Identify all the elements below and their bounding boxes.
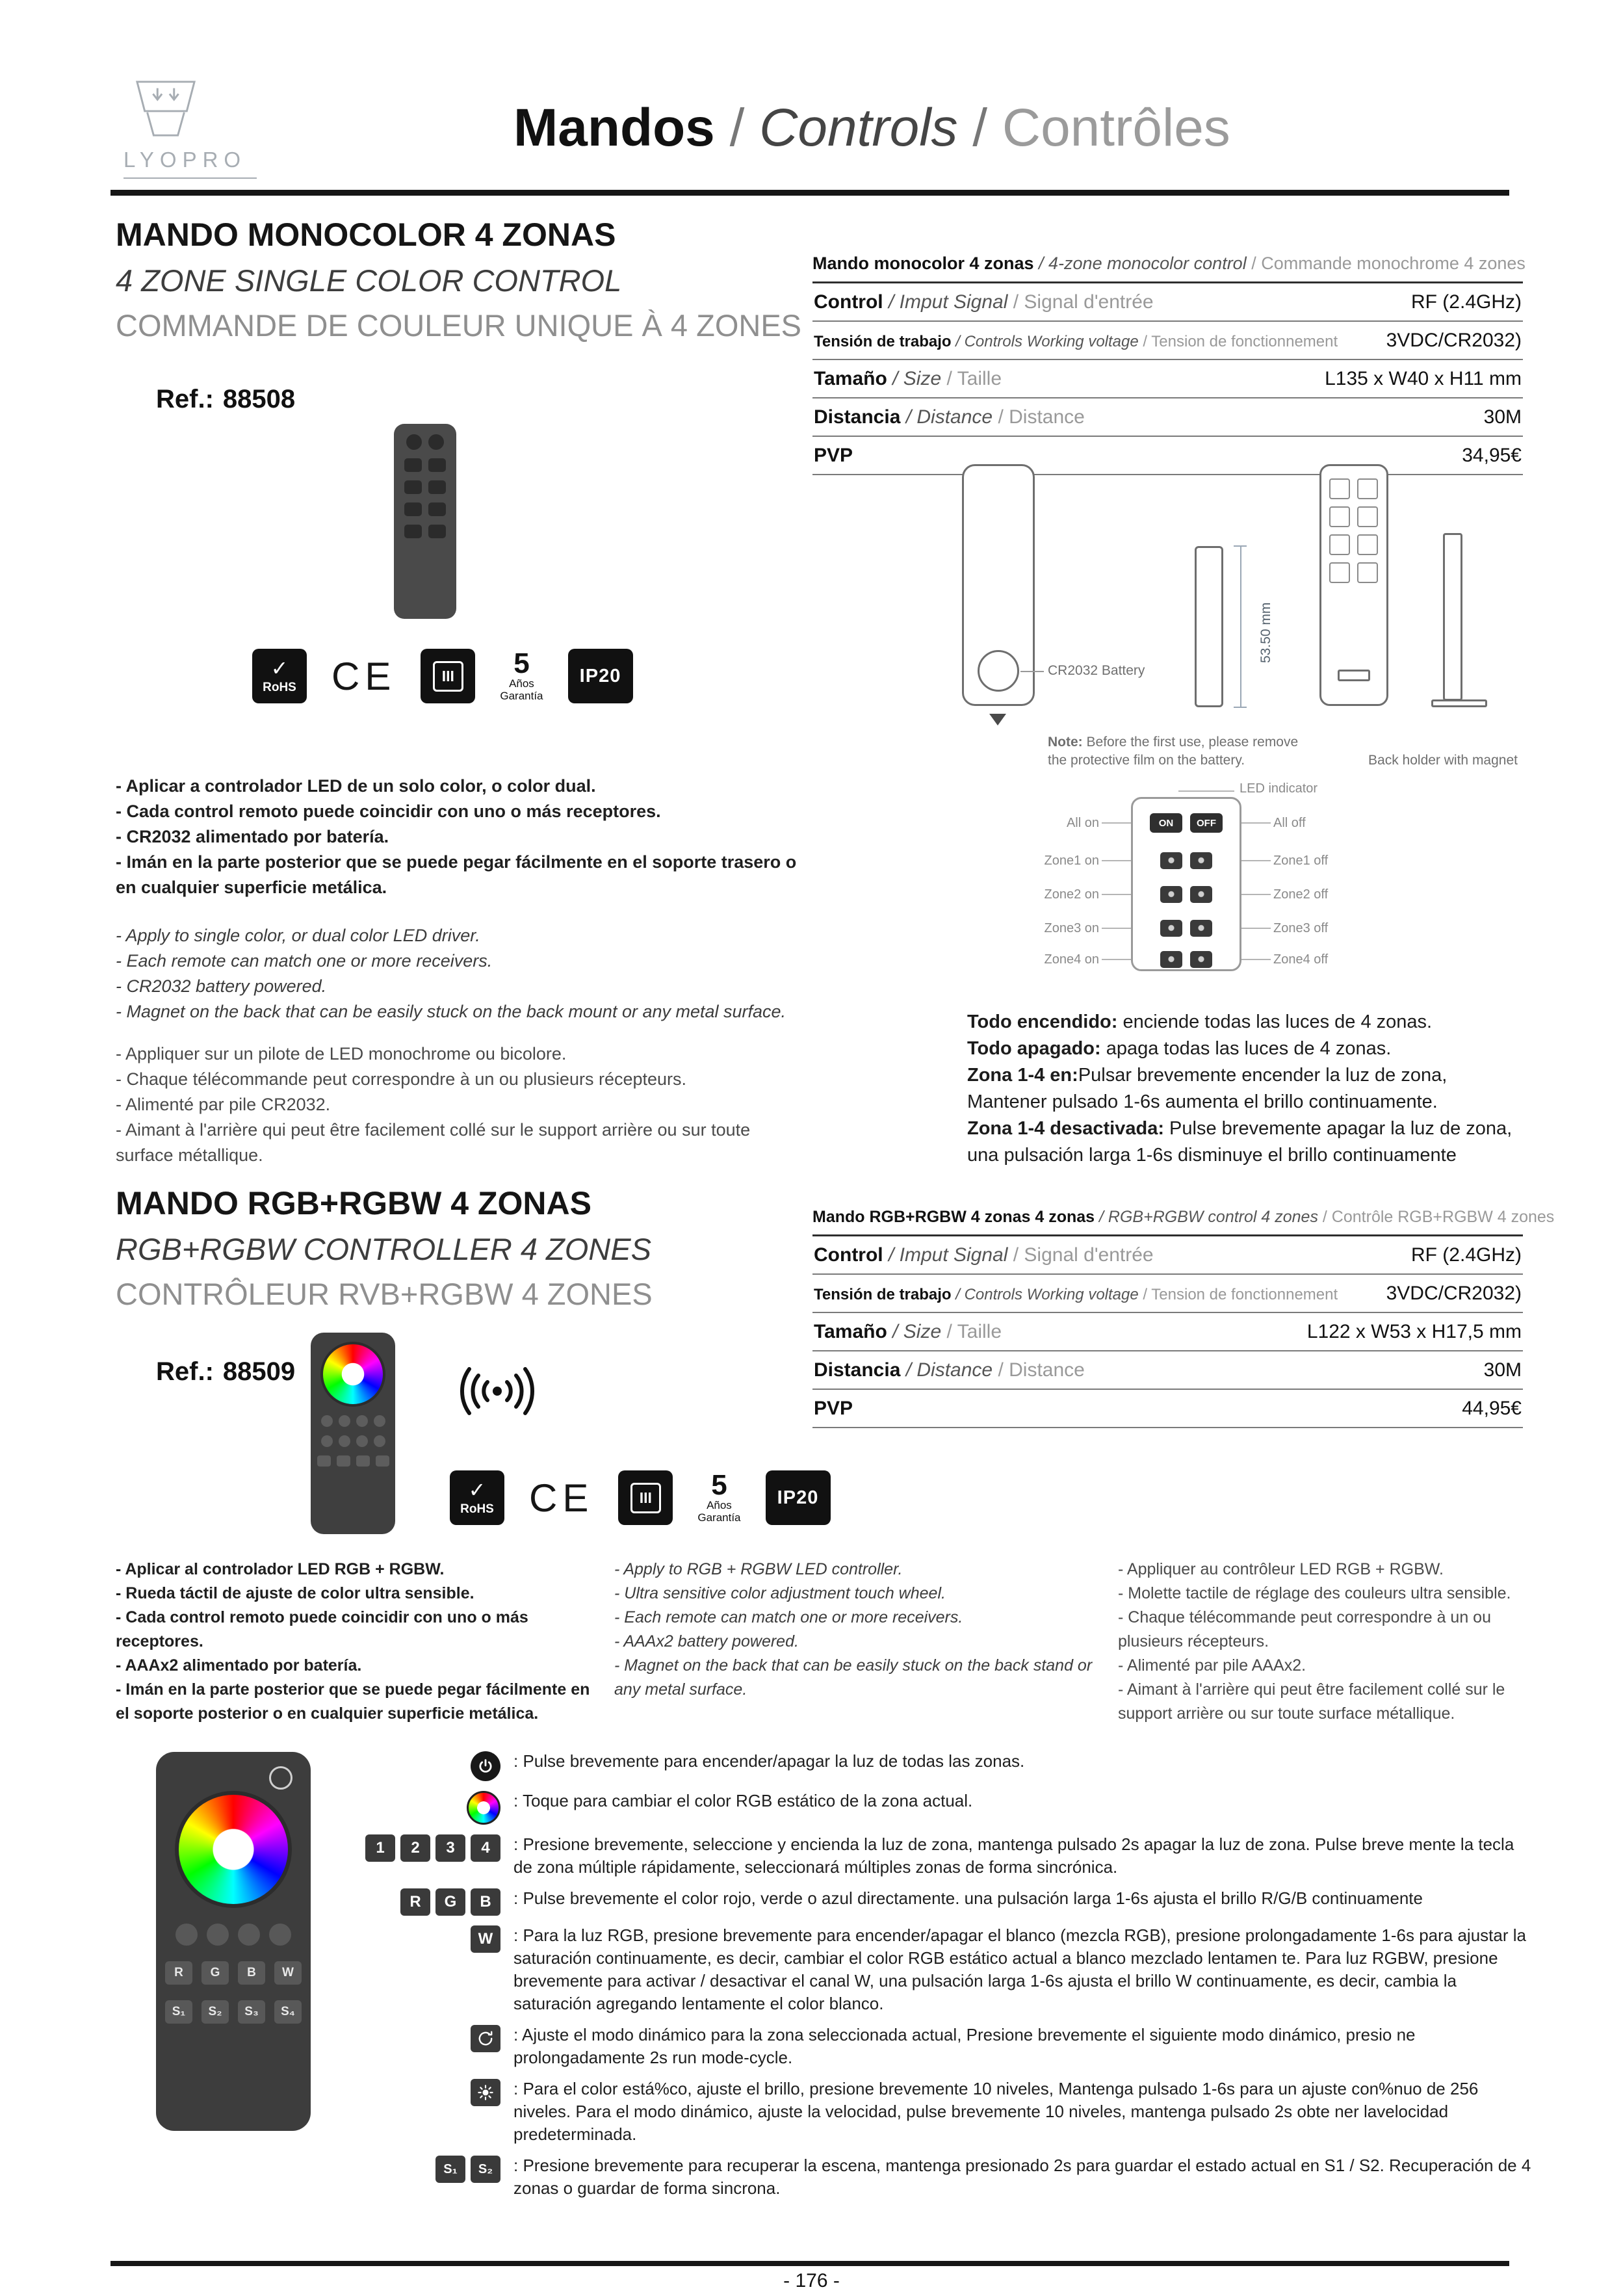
product2-certifications: [450, 1470, 831, 1525]
product1-title: [116, 216, 801, 343]
power-icon: [471, 1751, 500, 1781]
ip20-icon: IP20: [766, 1470, 831, 1525]
zone1-on-button: [1160, 852, 1182, 869]
holder-base: [1431, 699, 1487, 707]
spec-row-voltage: Tensión de trabajo / Controls Working voltage / Tension de fonctionnement 3VDC/CR2032): [812, 320, 1523, 359]
product1-technical-drawing: [929, 455, 1524, 774]
spec-row-price: PVP 34,95€: [812, 436, 1523, 475]
zone-key-2: 2: [400, 1834, 430, 1862]
bullet-item: - Each remote can match one or more receivers.: [116, 951, 493, 971]
product1-ref: [156, 385, 295, 414]
back-holder: [1443, 533, 1462, 701]
bullet-item: - AAAx2 alimentado por batería.: [116, 1656, 362, 1675]
product2-ref: [156, 1357, 295, 1387]
bullet-item: - Imán en la parte posterior que se puede pegar fácilmente en el soporte trasero o en cualquier superficie metálica.: [116, 852, 797, 897]
rohs-icon: ✓ RoHS: [450, 1470, 504, 1525]
remote-off-button: [428, 434, 444, 450]
class-iii-icon: III: [421, 649, 475, 703]
bullet-item: - Magnet on the back that can be easily stuck on the back stand or any metal surface.: [614, 1656, 1093, 1699]
side-view: [1195, 546, 1223, 707]
note-line: Zona 1-4 desactivada: Pulse brevemente apagar la luz de zona, una pulsación larga 1-6s disminuye el brillo continuamente: [967, 1118, 1513, 1166]
zone-key-4: 4: [471, 1834, 500, 1862]
bullet-item: - AAAx2 battery powered.: [614, 1632, 799, 1650]
led-leader-line: [1178, 790, 1234, 792]
function-rgb-keys: R G B : Pulse brevemente el color rojo, verde o azul directamente. una pulsación larga 1-6s ajusta el brillo R/G/B continuamente: [305, 1887, 1534, 1916]
note-line: Zona 1-4 en:Pulsar brevemente encender la luz de zona, Mantener pulsado 1-6s aumenta el brillo continuamente.: [967, 1065, 1448, 1112]
ip20-icon: IP20: [568, 649, 633, 703]
function-scene-keys: S₁ S₂ : Presione brevemente para recuperar la escena, mantenga presionado 2s para guardar el estado actual en S1 / S2. Recuperación de 4 zonas o guardar de forma sincrona.: [305, 2154, 1534, 2200]
bullet-item: - Magnet on the back that can be easily stuck on the back mount or any metal surface.: [116, 1002, 786, 1021]
product2-remote-image: [311, 1333, 395, 1534]
footer-rule: [110, 2261, 1509, 2266]
all-on-off-row: All on ON OFF All off: [1004, 811, 1368, 835]
product1-spec-table: [812, 254, 1526, 475]
product1-operation-notes: [967, 1009, 1526, 1169]
mode-button: [175, 1924, 198, 1946]
zone1-row: Zone1 on Zone1 off: [1004, 849, 1368, 872]
ce-icon: CE: [331, 654, 396, 698]
ref-label: Ref.:: [156, 385, 214, 413]
bullet-item: - Aimant à l'arrière qui peut être facilement collé sur le support arrière ou sur toute surface métallique.: [116, 1120, 751, 1165]
spec-row-distance: Distancia / Distance / Distance 30M: [812, 1350, 1523, 1389]
color-wheel-icon: [467, 1791, 500, 1825]
bullet-item: - Aplicar a controlador LED de un solo color, o color dual.: [116, 776, 596, 796]
product1-remote-image: [394, 424, 456, 619]
bullet-item: - Molette tactile de réglage des couleurs ultra sensible.: [1118, 1584, 1511, 1602]
bullet-item: - Alimenté par pile AAAx2.: [1118, 1656, 1306, 1675]
bullet-item: - Each remote can match one or more receivers.: [614, 1608, 963, 1626]
zone-key-1: 1: [365, 1834, 395, 1862]
b-key: B: [238, 1961, 265, 1985]
zone2-on-button: [1160, 886, 1182, 903]
bullet-item: - Cada control remoto puede coincidir con uno o más receptores.: [116, 802, 661, 821]
w-key: W: [274, 1961, 302, 1985]
color-wheel: [320, 1342, 385, 1407]
remote-on-button: [406, 434, 422, 450]
brand-logo: [123, 77, 257, 179]
zone4-row: Zone4 on Zone4 off: [1004, 948, 1368, 971]
spec-row-voltage: Tensión de trabajo / Controls Working voltage / Tension de fonctionnement 3VDC/CR2032): [812, 1273, 1523, 1312]
warranty-badge: 5 Años Garantía: [500, 647, 543, 702]
function-color-wheel: : Toque para cambiar el color RGB estático de la zona actual.: [305, 1790, 1534, 1825]
s3-key: S₃: [238, 2000, 265, 2024]
rf-signal-icon: [442, 1365, 552, 1420]
spec-row-price: PVP 44,95€: [812, 1389, 1523, 1428]
zone3-row: Zone3 on Zone3 off: [1004, 917, 1368, 940]
zone3-off-button: [1190, 920, 1212, 937]
product2-function-remote: [156, 1752, 311, 2131]
spec-caption: Mando monocolor 4 zonas / 4-zone monocolor control / Commande monochrome 4 zones: [812, 254, 1526, 273]
bullet-item: - Apply to RGB + RGBW LED controller.: [614, 1560, 903, 1578]
page-title-fr: Contrôles: [1002, 98, 1230, 157]
scene-key-s1: S₁: [435, 2156, 465, 2183]
zone3-on-button: [1160, 920, 1182, 937]
product1-title-es: MANDO MONOCOLOR 4 ZONAS: [116, 216, 616, 253]
check-icon: ✓: [270, 656, 289, 680]
spec-row-control: Control / Imput Signal / Signal d'entrée RF (2.4GHz): [812, 281, 1523, 320]
product2-features-fr: [1118, 1558, 1524, 1726]
brightness-button: [238, 1924, 260, 1946]
header-rule: [110, 190, 1509, 196]
scene-key-s2: S₂: [471, 2156, 500, 2183]
back-buttons: [1329, 478, 1380, 583]
product1-features-es: [116, 774, 805, 900]
speed-button: [207, 1924, 229, 1946]
power-button: [269, 1766, 292, 1790]
s1-key: S₁: [165, 2000, 192, 2024]
logo-underline: [123, 177, 257, 179]
spec-row-distance: Distancia / Distance / Distance 30M: [812, 397, 1523, 436]
brightness-speed-icon: [471, 2079, 500, 2106]
bullet-item: - Appliquer sur un pilote de LED monochrome ou bicolore.: [116, 1044, 567, 1063]
function-brightness-speed: : Para el color está%co, ajuste el brillo, presione brevemente 10 niveles, Mantenga pulsado 1-6s para un ajuste con%nuo de 256 niveles. Para el modo dinámico, ajuste la velocidad, pulse brevemente 10 niveles, mantenga pulsado 2s obte ner lavelocidad predeterminada.: [305, 2078, 1534, 2146]
page-title-en: Controls: [759, 98, 958, 157]
usage-note: Note: Before the first use, please remove the protective film on the battery.: [1048, 735, 1299, 768]
arrow-marker: [989, 714, 1006, 725]
bullet-item: - Appliquer au contrôleur LED RGB + RGBW.: [1118, 1560, 1444, 1578]
zone2-off-button: [1190, 886, 1212, 903]
r-key: R: [400, 1888, 430, 1916]
bullet-item: - Alimenté par pile CR2032.: [116, 1095, 331, 1114]
page-title: Mandos / Controls / Contrôles: [513, 98, 1230, 157]
zone-key-3: 3: [435, 1834, 465, 1862]
bullet-item: - Cada control remoto puede coincidir con uno o más receptores.: [116, 1608, 528, 1650]
spec-caption: Mando RGB+RGBW 4 zonas 4 zonas / RGB+RGBW control 4 zones / Contrôle RGB+RGBW 4 zones: [812, 1208, 1555, 1226]
color-wheel: [175, 1791, 292, 1908]
lyopro-logo-icon: [123, 77, 208, 140]
off-button: OFF: [1190, 813, 1223, 833]
s2-key: S₂: [201, 2000, 229, 2024]
dynamic-mode-icon: [471, 2025, 500, 2052]
spec-row-control: Control / Imput Signal / Signal d'entrée RF (2.4GHz): [812, 1234, 1523, 1273]
product1-title-en: 4 ZONE SINGLE COLOR CONTROL: [116, 263, 622, 298]
bullet-item: - Rueda táctil de ajuste de color ultra sensible.: [116, 1584, 474, 1602]
page-title-es: Mandos: [513, 98, 715, 157]
bullet-item: - Chaque télécommande peut correspondre à un ou plusieurs récepteurs.: [116, 1069, 687, 1089]
g-key: G: [201, 1961, 229, 1985]
note-line: Todo apagado: apaga todas las luces de 4 zonas.: [967, 1038, 1392, 1059]
on-button: ON: [1150, 813, 1182, 833]
bullet-item: - Ultra sensitive color adjustment touch wheel.: [614, 1584, 946, 1602]
r-key: R: [165, 1961, 192, 1985]
product2-spec-table: [812, 1208, 1555, 1428]
rohs-icon: ✓ RoHS: [252, 649, 307, 703]
spec-row-size: Tamaño / Size / Taille L135 x W40 x H11 mm: [812, 359, 1523, 397]
warranty-badge: 5 Años Garantía: [697, 1469, 741, 1524]
ce-icon: CE: [529, 1476, 594, 1520]
product1-features-en: [116, 923, 805, 1024]
battery-label: CR2032 Battery: [1048, 663, 1145, 678]
product2-title: [116, 1184, 653, 1312]
s4-key: S₄: [274, 2000, 302, 2024]
b-key: B: [471, 1888, 500, 1916]
product2-features-es: [116, 1558, 593, 1726]
bullet-item: - Apply to single color, or dual color LED driver.: [116, 926, 480, 945]
bullet-item: - Aimant à l'arrière qui peut être facilement collé sur le support arrière ou sur toute surface métallique.: [1118, 1680, 1505, 1723]
product1-title-fr: COMMANDE DE COULEUR UNIQUE À 4 ZONES: [116, 308, 802, 343]
dimension-label: 53.50 mm: [1258, 602, 1273, 663]
product2-features-en: [614, 1558, 1095, 1702]
bullet-item: - Aplicar al controlador LED RGB + RGBW.: [116, 1560, 445, 1578]
product2-title-es: MANDO RGB+RGBW 4 ZONAS: [116, 1185, 591, 1221]
led-indicator-label: LED indicator: [1240, 781, 1318, 796]
class-iii-icon: III: [618, 1470, 673, 1525]
note-line: Todo encendido: enciende todas las luces de 4 zonas.: [967, 1011, 1433, 1032]
product1-features-fr: [116, 1041, 805, 1168]
zone4-off-button: [1190, 951, 1212, 968]
product2-title-en: RGB+RGBW CONTROLLER 4 ZONES: [116, 1232, 651, 1266]
battery-leader-line: [1020, 671, 1044, 672]
product2-function-list: [305, 1750, 1534, 2200]
product2-title-fr: CONTRÔLEUR RVB+RGBW 4 ZONES: [116, 1277, 653, 1311]
page-number: - 176 -: [783, 2270, 840, 2291]
bullet-item: - CR2032 alimentado por batería.: [116, 827, 389, 846]
function-w-key: W : Para la luz RGB, presione brevemente para encender/apagar el blanco (mezcla RGB), presione prolongadamente 1-6s para ajustar la saturación continuamente, es decir, cambiar el color RGB estático actual a blanco mezclado lentamen te. Para luz RGBW, presione brevemente para activar / desactivar el canal W, una pulsación larga 1-6s ajusta el brillo W continuamente, es decir, cambia la saturación agregando lentamente el color blanco.: [305, 1924, 1534, 2015]
function-dynamic-mode: : Ajuste el modo dinámico para la zona seleccionada actual, Presione brevemente el siguiente modo dinámico, presio ne prolongadamente 2s run mode-cycle.: [305, 2024, 1534, 2069]
zone-button-diagram: [1004, 780, 1368, 978]
zone1-off-button: [1190, 852, 1212, 869]
function-zone-keys: 1 2 3 4 : Presione brevemente, seleccione y encienda la luz de zona, mantenga pulsado 2s apagar la luz de zona. Pulse breve mente la tecla de zona múltiple rápidamente, seleccionará múltiples zonas de forma sincrónica.: [305, 1833, 1534, 1879]
holder-label: Back holder with magnet: [1368, 753, 1518, 768]
bullet-item: - Chaque télécommande peut correspondre à un ou plusieurs récepteurs.: [1118, 1608, 1491, 1650]
spec-row-size: Tamaño / Size / Taille L122 x W53 x H17,5 mm: [812, 1312, 1523, 1350]
bullet-item: - Imán en la parte posterior que se puede pegar fácilmente en el soporte posterior o en cualquier superficie metálica.: [116, 1680, 590, 1723]
w-key: W: [471, 1925, 500, 1953]
zone4-on-button: [1160, 951, 1182, 968]
toggle-button: [269, 1924, 291, 1946]
bullet-item: - CR2032 battery powered.: [116, 976, 327, 996]
product1-certifications: [252, 649, 633, 703]
battery-circle: [978, 650, 1019, 692]
ref-value: 88509: [222, 1357, 296, 1386]
check-icon: ✓: [468, 1478, 486, 1502]
zone2-row: Zone2 on Zone2 off: [1004, 883, 1368, 906]
ref-label: Ref.:: [156, 1357, 214, 1386]
ref-value: 88508: [222, 385, 296, 413]
g-key: G: [435, 1888, 465, 1916]
function-power: : Pulse brevemente para encender/apagar la luz de todas las zonas.: [305, 1750, 1534, 1781]
brand-name: LYOPRO: [123, 148, 247, 172]
dimension-line: [1240, 546, 1241, 707]
